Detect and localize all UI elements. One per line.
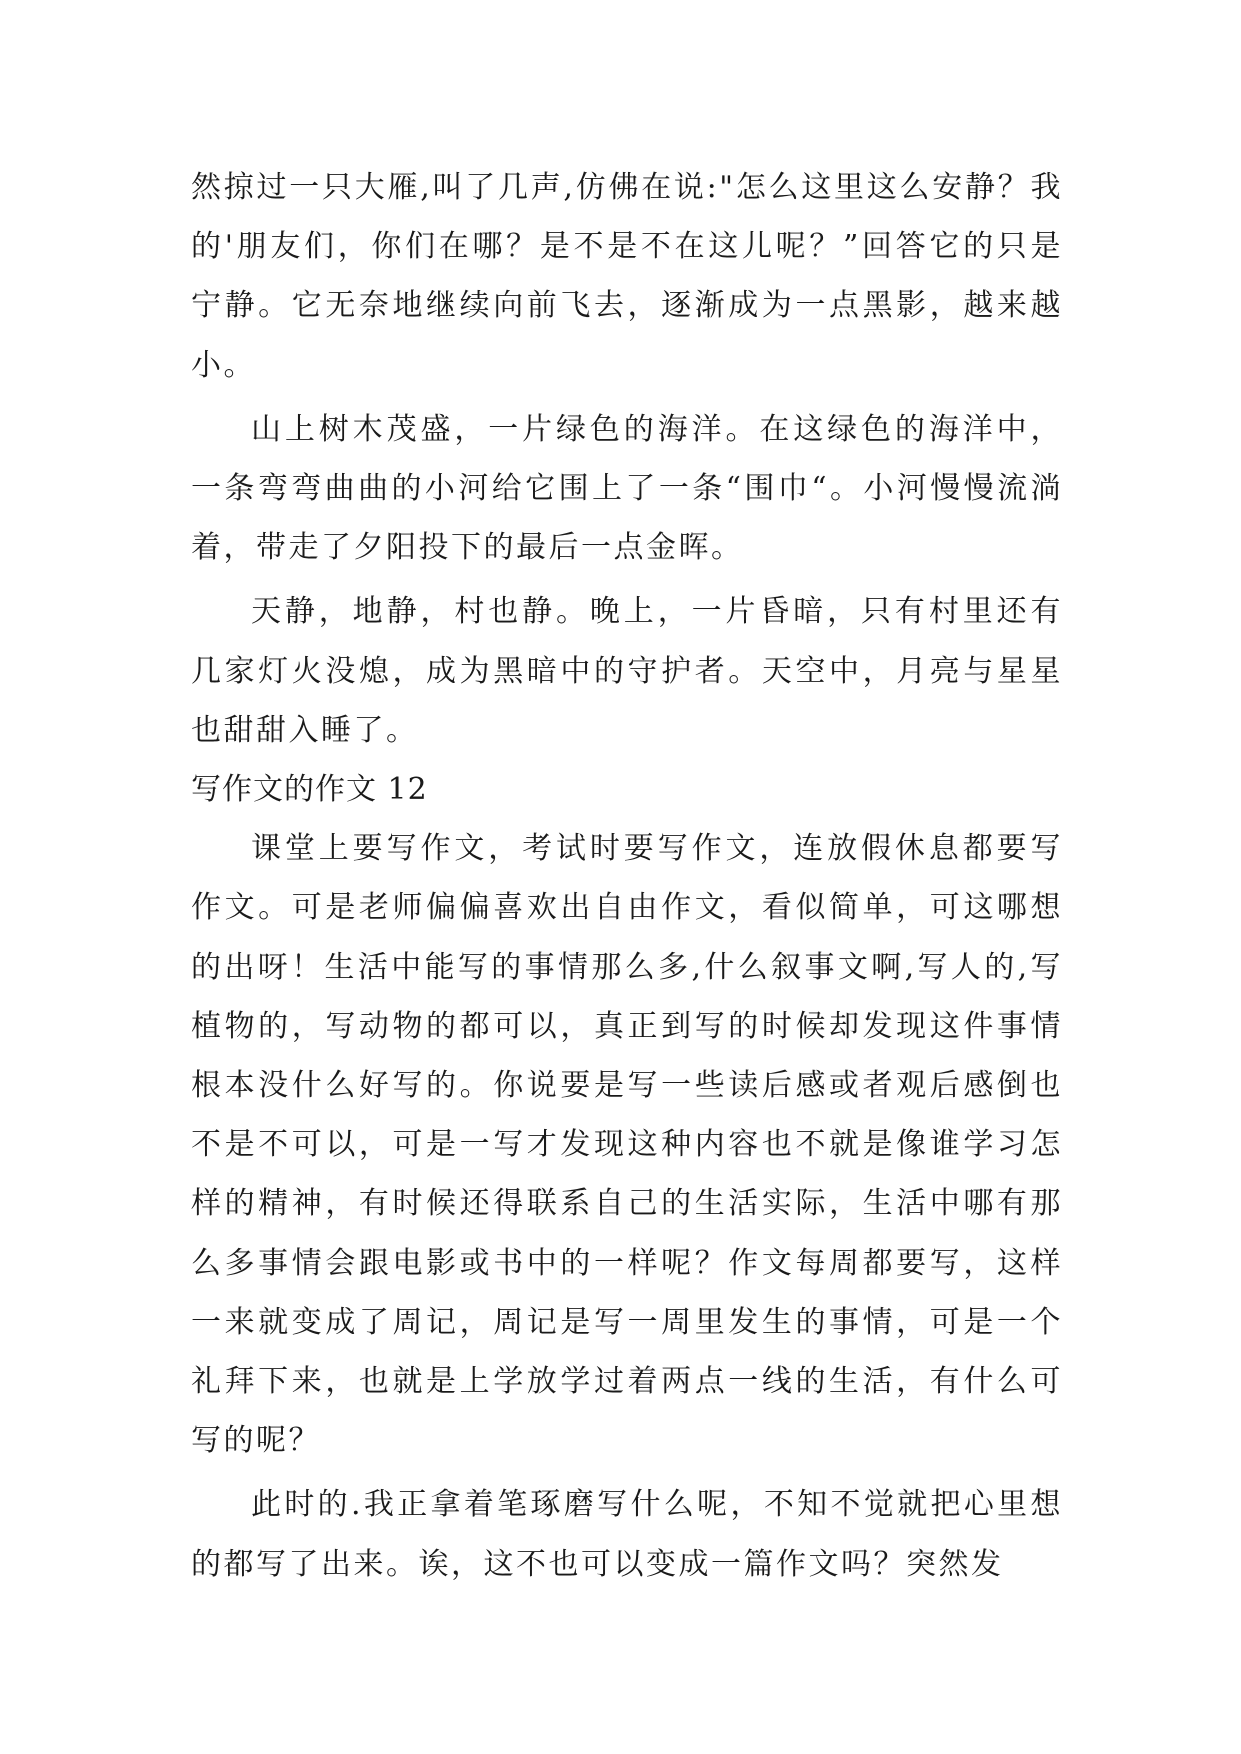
paragraph-2: 山上树木茂盛，一片绿色的海洋。在这绿色的海洋中，一条弯弯曲曲的小河给它围上了一条“围巾“。小河慢慢流淌着，带走了夕阳投下的最后一点金晖。 xyxy=(191,411,1063,566)
paragraph-4: 课堂上要写作文，考试时要写作文，连放假休息都要写作文。可是老师偏偏喜欢出自由作文，看似简单，可这哪想的出呀！生活中能写的事情那么多,什么叙事文啊,写人的,写植物的，写动物的都可以，真正到写的时候却发现这件事情根本没什么好写的。你说要是写一些读后感或者观后感倒也不是不可以，可是一写才发现这种内容也不就是像谁学习怎样的精神，有时候还得联系自己的生活实际，生活中哪有那么多事情会跟电影或书中的一样呢？作文每周都要写，这样一来就变成了周记，周记是写一周里发生的事情，可是一个礼拜下来，也就是上学放学过着两点一线的生活，有什么可写的呢？ xyxy=(191,831,1063,1459)
paragraph-3: 天静，地静，村也静。晚上，一片昏暗，只有村里还有几家灯火没熄，成为黑暗中的守护者。天空中，月亮与星星也甜甜入睡了。 xyxy=(191,594,1063,748)
paragraph-5: 此时的.我正拿着笔琢磨写什么呢，不知不觉就把心里想的都写了出来。诶，这不也可以变成一篇作文吗？突然发 xyxy=(191,1487,1063,1582)
paragraph-1: 然掠过一只大雁,叫了几声,仿佛在说:"怎么这里这么安静？我的'朋友们，你们在哪？是不是不在这儿呢？”回答它的只是宁静。它无奈地继续向前飞去，逐渐成为一点黑影，越来越小。 xyxy=(191,170,1063,383)
section-title: 写作文的作文 12 xyxy=(191,772,428,808)
document-body xyxy=(191,158,1063,1594)
